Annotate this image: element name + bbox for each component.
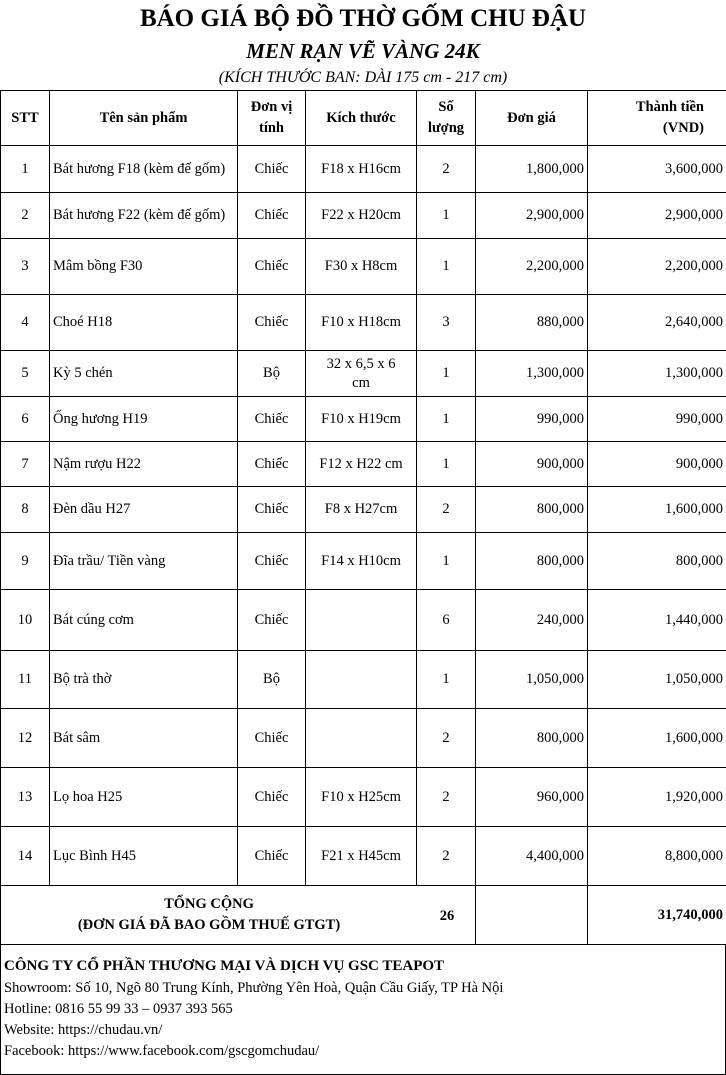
- row-unit-price: 1,050,000: [476, 651, 588, 709]
- website-link[interactable]: Website: https://chudau.vn/: [4, 1022, 163, 1038]
- row-product-name: Ống hương H19: [50, 397, 238, 442]
- row-size: F10 x H25cm: [306, 768, 417, 827]
- row-product-name: Lục Bình H45: [50, 827, 238, 886]
- row-amount: 2,200,000: [588, 239, 726, 295]
- row-stt: 9: [1, 533, 50, 590]
- company-info: [0, 944, 726, 1075]
- row-unit: Chiếc: [238, 487, 306, 533]
- row-product-name: Bát sâm: [50, 709, 238, 768]
- row-stt: 2: [1, 193, 50, 239]
- row-size: F8 x H27cm: [306, 487, 417, 533]
- total-amount: 31,740,000: [588, 886, 726, 945]
- table-row: [1, 768, 726, 827]
- row-product-name: Lọ hoa H25: [50, 768, 238, 827]
- table-row: [1, 295, 726, 351]
- row-amount: 3,600,000: [588, 146, 726, 193]
- page-subtitle: MEN RẠN VẼ VÀNG 24K: [246, 39, 480, 63]
- row-product-name: Nậm rượu H22: [50, 442, 238, 487]
- row-quantity: 2: [417, 487, 476, 533]
- table-row: [1, 442, 726, 487]
- row-quantity: 1: [417, 651, 476, 709]
- header-size: Kích thước: [306, 91, 417, 146]
- row-unit-price: 2,200,000: [476, 239, 588, 295]
- row-quantity: 2: [417, 146, 476, 193]
- row-unit-price: 1,800,000: [476, 146, 588, 193]
- row-size: [306, 590, 417, 651]
- row-quantity: 2: [417, 768, 476, 827]
- row-quantity: 1: [417, 533, 476, 590]
- facebook-link[interactable]: Facebook: https://www.facebook.com/gscgomchudau/: [4, 1043, 320, 1059]
- row-amount: 1,920,000: [588, 768, 726, 827]
- row-quantity: 3: [417, 295, 476, 351]
- row-unit-price: 1,300,000: [476, 351, 588, 397]
- showroom-address: Showroom: Số 10, Ngõ 80 Trung Kính, Phường Yên Hoà, Quận Cầu Giấy, TP Hà Nội: [4, 980, 504, 996]
- row-amount: 8,800,000: [588, 827, 726, 886]
- row-amount: 2,900,000: [588, 193, 726, 239]
- row-stt: 6: [1, 397, 50, 442]
- row-size: F21 x H45cm: [306, 827, 417, 886]
- table-row: [1, 351, 726, 397]
- row-amount: 990,000: [588, 397, 726, 442]
- row-unit-price: 2,900,000: [476, 193, 588, 239]
- row-size: F14 x H10cm: [306, 533, 417, 590]
- row-amount: 1,600,000: [588, 487, 726, 533]
- row-unit: Chiếc: [238, 442, 306, 487]
- total-empty-cell: [476, 886, 588, 945]
- row-unit-price: 800,000: [476, 487, 588, 533]
- row-quantity: 2: [417, 827, 476, 886]
- row-product-name: Choé H18: [50, 295, 238, 351]
- table-row: [1, 146, 726, 193]
- total-label: TỔNG CỘNG: [164, 896, 254, 912]
- row-quantity: 1: [417, 442, 476, 487]
- row-unit: Chiếc: [238, 709, 306, 768]
- row-quantity: 1: [417, 239, 476, 295]
- row-product-name: Bát hương F18 (kèm đế gốm): [50, 146, 238, 193]
- table-row: [1, 590, 726, 651]
- row-stt: 14: [1, 827, 50, 886]
- row-unit-price: 800,000: [476, 709, 588, 768]
- total-label-cell: [1, 886, 476, 945]
- row-product-name: Bộ trà thờ: [50, 651, 238, 709]
- row-unit: Chiếc: [238, 295, 306, 351]
- row-size: F10 x H18cm: [306, 295, 417, 351]
- row-stt: 13: [1, 768, 50, 827]
- row-unit: Chiếc: [238, 590, 306, 651]
- row-unit-price: 990,000: [476, 397, 588, 442]
- row-unit: Bộ: [238, 651, 306, 709]
- row-unit-price: 240,000: [476, 590, 588, 651]
- row-amount: 1,300,000: [588, 351, 726, 397]
- row-unit: Bộ: [238, 351, 306, 397]
- row-unit-price: 800,000: [476, 533, 588, 590]
- row-stt: 4: [1, 295, 50, 351]
- row-quantity: 1: [417, 351, 476, 397]
- row-stt: 3: [1, 239, 50, 295]
- row-unit: Chiếc: [238, 193, 306, 239]
- table-row: [1, 533, 726, 590]
- row-size: 32 x 6,5 x 6 cm: [306, 351, 417, 397]
- row-quantity: 1: [417, 193, 476, 239]
- row-size: F18 x H16cm: [306, 146, 417, 193]
- row-unit-price: 880,000: [476, 295, 588, 351]
- table-row: [1, 827, 726, 886]
- row-amount: 800,000: [588, 533, 726, 590]
- row-unit: Chiếc: [238, 768, 306, 827]
- row-size: F12 x H22 cm: [306, 442, 417, 487]
- company-name: CÔNG TY CỔ PHẦN THƯƠNG MẠI VÀ DỊCH VỤ GSC TEAPOT: [4, 958, 445, 974]
- header-amount: Thành tiền (VND): [588, 91, 726, 146]
- table-row: [1, 709, 726, 768]
- row-amount: 1,050,000: [588, 651, 726, 709]
- page-title: BÁO GIÁ BỘ ĐỒ THỜ GỐM CHU ĐẬU: [139, 5, 587, 32]
- row-amount: 1,600,000: [588, 709, 726, 768]
- vat-note: (ĐƠN GIÁ ĐÃ BAO GỒM THUẾ GTGT): [77, 917, 341, 933]
- row-quantity: 1: [417, 397, 476, 442]
- table-header-row: [1, 91, 726, 146]
- row-amount: 2,640,000: [588, 295, 726, 351]
- size-note: (KÍCH THƯỚC BAN: DÀI 175 cm - 217 cm): [218, 69, 508, 86]
- table-row: [1, 193, 726, 239]
- header-quantity: Số lượng: [417, 91, 476, 146]
- row-stt: 5: [1, 351, 50, 397]
- row-product-name: Bát hương F22 (kèm đế gốm): [50, 193, 238, 239]
- table-row: [1, 651, 726, 709]
- header-product-name: Tên sản phẩm: [50, 91, 238, 146]
- row-quantity: 6: [417, 590, 476, 651]
- row-product-name: Mâm bồng F30: [50, 239, 238, 295]
- row-unit: Chiếc: [238, 239, 306, 295]
- row-unit-price: 4,400,000: [476, 827, 588, 886]
- hotline: Hotline: 0816 55 99 33 – 0937 393 565: [4, 1001, 233, 1017]
- row-size: [306, 709, 417, 768]
- row-size: [306, 651, 417, 709]
- row-product-name: Đĩa trầu/ Tiền vàng: [50, 533, 238, 590]
- row-stt: 11: [1, 651, 50, 709]
- table-row: [1, 397, 726, 442]
- table-row: [1, 487, 726, 533]
- row-product-name: Đèn dầu H27: [50, 487, 238, 533]
- table-row: [1, 239, 726, 295]
- row-quantity: 2: [417, 709, 476, 768]
- row-unit-price: 960,000: [476, 768, 588, 827]
- row-amount: 900,000: [588, 442, 726, 487]
- row-unit-price: 900,000: [476, 442, 588, 487]
- row-product-name: Kỳ 5 chén: [50, 351, 238, 397]
- row-amount: 1,440,000: [588, 590, 726, 651]
- header-unit-price: Đơn giá: [476, 91, 588, 146]
- row-size: F10 x H19cm: [306, 397, 417, 442]
- row-size: F30 x H8cm: [306, 239, 417, 295]
- row-stt: 12: [1, 709, 50, 768]
- row-stt: 1: [1, 146, 50, 193]
- row-product-name: Bát cúng cơm: [50, 590, 238, 651]
- row-unit: Chiếc: [238, 827, 306, 886]
- total-quantity: 26: [439, 908, 455, 924]
- row-unit: Chiếc: [238, 146, 306, 193]
- row-stt: 7: [1, 442, 50, 487]
- total-row: [1, 886, 726, 945]
- row-unit: Chiếc: [238, 533, 306, 590]
- header-unit: Đơn vị tính: [238, 91, 306, 146]
- row-size: F22 x H20cm: [306, 193, 417, 239]
- header-stt: STT: [1, 91, 50, 146]
- row-stt: 8: [1, 487, 50, 533]
- row-unit: Chiếc: [238, 397, 306, 442]
- price-table: [0, 90, 726, 945]
- row-stt: 10: [1, 590, 50, 651]
